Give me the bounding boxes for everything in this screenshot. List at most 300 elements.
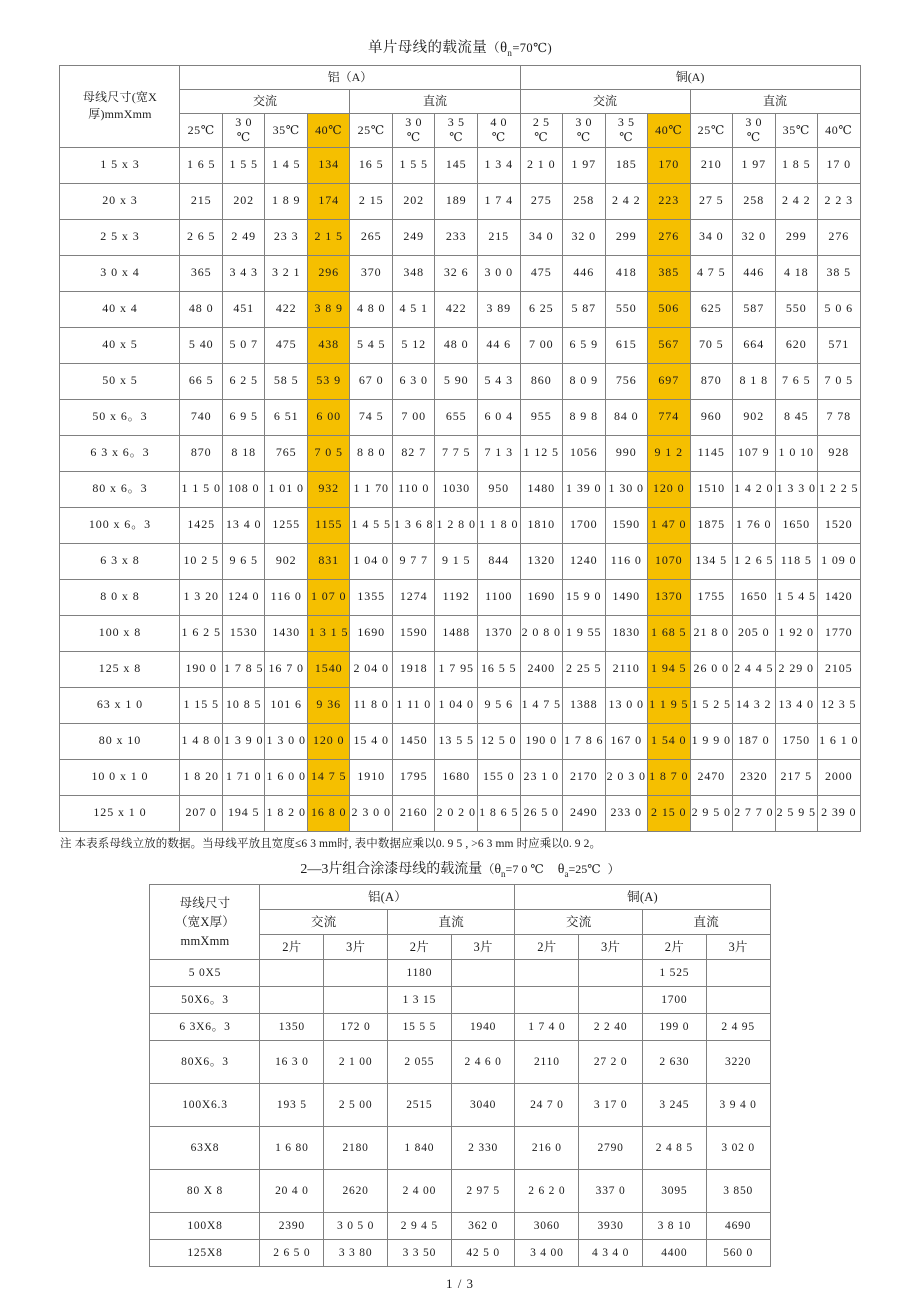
table1-value-cell: 167 0 — [605, 723, 648, 759]
table1-value-cell: 774 — [648, 399, 691, 435]
table2-value-cell — [451, 960, 515, 987]
table1-value-cell: 9 7 7 — [392, 543, 435, 579]
table1-value-cell: 1 76 0 — [733, 507, 776, 543]
table1-value-cell: 34 0 — [690, 219, 733, 255]
table1-value-cell: 9 6 5 — [222, 543, 265, 579]
table1-title-condition: =70℃) — [512, 41, 553, 55]
table1-value-cell: 3 4 3 — [222, 255, 265, 291]
table1-value-cell: 2105 — [818, 651, 861, 687]
table1-value-cell: 21 8 0 — [690, 615, 733, 651]
table1-value-cell: 506 — [648, 291, 691, 327]
table1-value-cell: 990 — [605, 435, 648, 471]
table2-value-cell: 3040 — [451, 1084, 515, 1127]
combined-busbar-ampacity-table — [149, 884, 770, 1267]
table1-value-cell: 233 — [435, 219, 478, 255]
table1-value-cell: 1 2 6 5 — [733, 543, 776, 579]
table1-value-cell: 9 1 5 — [435, 543, 478, 579]
table2-value-cell: 2620 — [324, 1170, 388, 1213]
table1-value-cell: 1 4 2 0 — [733, 471, 776, 507]
table2-size-cell: 125X8 — [150, 1240, 260, 1267]
table1-value-cell: 1 7 95 — [435, 651, 478, 687]
table1-value-cell: 2 15 — [350, 183, 393, 219]
table-row — [60, 327, 860, 363]
table1-value-cell: 1910 — [350, 759, 393, 795]
table1-size-cell: 80 x 10 — [60, 723, 180, 759]
table2-value-cell: 2 2 40 — [579, 1014, 643, 1041]
table1-value-cell: 116 0 — [265, 579, 308, 615]
table1-value-cell: 1 8 6 5 — [477, 795, 520, 831]
table1-value-cell: 348 — [392, 255, 435, 291]
table1-value-cell: 2 15 0 — [648, 795, 691, 831]
table1-size-cell: 125 x 1 0 — [60, 795, 180, 831]
table1-value-cell: 451 — [222, 291, 265, 327]
table1-value-cell: 8 8 0 — [350, 435, 393, 471]
table1-value-cell: 2170 — [563, 759, 606, 795]
table2-value-cell: 2790 — [579, 1127, 643, 1170]
table2-size-cell: 100X8 — [150, 1213, 260, 1240]
table1-value-cell: 7 00 — [520, 327, 563, 363]
table1-value-cell: 276 — [648, 219, 691, 255]
table1-value-cell: 7 00 — [392, 399, 435, 435]
table1-value-cell: 205 0 — [733, 615, 776, 651]
table1-value-cell: 249 — [392, 219, 435, 255]
table2-title-paren-open: （ — [482, 861, 495, 876]
table1-value-cell: 2 1 5 — [307, 219, 350, 255]
table1-value-cell: 5 0 6 — [818, 291, 861, 327]
table1-value-cell: 23 1 0 — [520, 759, 563, 795]
page-footer: 1 / 3 — [445, 1276, 475, 1292]
table2-current-header-3: 直流 — [642, 910, 770, 935]
table1-value-cell: 66 5 — [180, 363, 223, 399]
table2-size-cell: 5 0X5 — [150, 960, 260, 987]
table2-value-cell: 3 850 — [706, 1170, 770, 1213]
table1-value-cell: 1488 — [435, 615, 478, 651]
table1-value-cell: 1 8 7 0 — [648, 759, 691, 795]
table1-size-cell: 40 x 5 — [60, 327, 180, 363]
table1-value-cell: 2110 — [605, 651, 648, 687]
table2-value-cell: 2180 — [324, 1127, 388, 1170]
table2-value-cell: 362 0 — [451, 1213, 515, 1240]
table1-value-cell: 2 39 0 — [818, 795, 861, 831]
table2-size-cell: 63X8 — [150, 1127, 260, 1170]
table1-value-cell: 1 97 — [733, 147, 776, 183]
table-row — [60, 579, 860, 615]
table1-value-cell: 1 2 2 5 — [818, 471, 861, 507]
table2-value-cell: 2515 — [387, 1084, 451, 1127]
table2-value-cell: 3 4 00 — [515, 1240, 579, 1267]
table2-value-cell: 2 4 6 0 — [451, 1041, 515, 1084]
table1-value-cell: 1 9 9 0 — [690, 723, 733, 759]
table2-value-cell: 2 330 — [451, 1127, 515, 1170]
table1-value-cell: 1 3 4 — [477, 147, 520, 183]
table1-value-cell: 1 11 0 — [392, 687, 435, 723]
table2-title-text: 2—3片组合涂漆母线的载流量 — [300, 861, 483, 877]
table1-value-cell: 1530 — [222, 615, 265, 651]
table-row — [60, 723, 860, 759]
table1-value-cell: 1918 — [392, 651, 435, 687]
table1-value-cell: 11 8 0 — [350, 687, 393, 723]
table1-note: 注 本表系母线立放的数据。当母线平放且宽度≤6 3 mm时, 表中数据应乘以0. 9 5 , >6 3 mm 时应乘以0. 9 2。 — [60, 837, 602, 850]
table1-value-cell: 1 3 3 0 — [775, 471, 818, 507]
table1-size-cell: 63 x 1 0 — [60, 687, 180, 723]
table1-value-cell: 6 5 9 — [563, 327, 606, 363]
table2-value-cell: 2 97 5 — [451, 1170, 515, 1213]
table1-value-cell: 6 51 — [265, 399, 308, 435]
table2-value-cell — [451, 987, 515, 1014]
table1-value-cell: 1680 — [435, 759, 478, 795]
table1-size-cell: 50 x 6。3 — [60, 399, 180, 435]
table1-temp-header-13: 3 0 ℃ — [733, 113, 776, 147]
corner-line-1: 母线尺寸(宽X — [82, 89, 157, 104]
table1-value-cell: 2 6 5 — [180, 219, 223, 255]
table1-current-header-2: 交流 — [520, 89, 690, 113]
table1-value-cell: 1 8 2 0 — [265, 795, 308, 831]
table1-value-cell: 5 4 3 — [477, 363, 520, 399]
table1-value-cell: 16 5 5 — [477, 651, 520, 687]
table1-value-cell: 1 01 0 — [265, 471, 308, 507]
table1-value-cell: 134 5 — [690, 543, 733, 579]
table2-value-cell: 15 5 5 — [387, 1014, 451, 1041]
table1-value-cell: 9 5 6 — [477, 687, 520, 723]
table2-value-cell: 3 3 80 — [324, 1240, 388, 1267]
table1-value-cell: 1 07 0 — [307, 579, 350, 615]
table1-value-cell: 275 — [520, 183, 563, 219]
table2-piece-header-3: 3片 — [451, 935, 515, 960]
table2-value-cell: 2 4 95 — [706, 1014, 770, 1041]
table-row — [150, 1213, 770, 1240]
table1-value-cell: 14 7 5 — [307, 759, 350, 795]
table1-value-cell: 170 — [648, 147, 691, 183]
table1-value-cell: 185 — [605, 147, 648, 183]
table1-value-cell: 23 3 — [265, 219, 308, 255]
table1-value-cell: 34 0 — [520, 219, 563, 255]
table1-value-cell: 1056 — [563, 435, 606, 471]
table1-value-cell: 1 94 5 — [648, 651, 691, 687]
table1-value-cell: 1 4 5 — [265, 147, 308, 183]
table1-value-cell: 1 7 4 — [477, 183, 520, 219]
table1-value-cell: 1 5 2 5 — [690, 687, 733, 723]
table1-value-cell: 48 0 — [435, 327, 478, 363]
table1-value-cell: 134 — [307, 147, 350, 183]
table1-value-cell: 571 — [818, 327, 861, 363]
table2-value-cell — [260, 960, 324, 987]
table1-temp-header-2: 35℃ — [265, 113, 308, 147]
table1-value-cell: 202 — [222, 183, 265, 219]
table2-title-paren-close: ） — [607, 861, 620, 876]
table2-value-cell — [515, 960, 579, 987]
table1-value-cell: 7 0 5 — [818, 363, 861, 399]
table1-value-cell: 2 4 2 — [605, 183, 648, 219]
table1-value-cell: 12 5 0 — [477, 723, 520, 759]
table1-value-cell: 174 — [307, 183, 350, 219]
table1-value-cell: 32 0 — [563, 219, 606, 255]
corner-line-2: （宽X厚） — [174, 915, 235, 930]
table2-value-cell: 24 7 0 — [515, 1084, 579, 1127]
table1-value-cell: 15 9 0 — [563, 579, 606, 615]
table2-value-cell: 2 4 00 — [387, 1170, 451, 1213]
table1-value-cell: 8 0 9 — [563, 363, 606, 399]
table1-value-cell: 446 — [733, 255, 776, 291]
theta-a-subscript: a — [564, 868, 569, 879]
table1-value-cell: 8 9 8 — [563, 399, 606, 435]
table1-value-cell: 870 — [690, 363, 733, 399]
table2-value-cell — [706, 960, 770, 987]
table1-value-cell: 1795 — [392, 759, 435, 795]
table1-value-cell: 1430 — [265, 615, 308, 651]
table1-value-cell: 116 0 — [605, 543, 648, 579]
table1-value-cell: 1590 — [392, 615, 435, 651]
table1-value-cell: 8 18 — [222, 435, 265, 471]
table1-value-cell: 32 6 — [435, 255, 478, 291]
table2-theta-a-value: =25℃ — [568, 861, 601, 876]
table1-value-cell: 145 — [435, 147, 478, 183]
table1-value-cell: 902 — [265, 543, 308, 579]
table2-corner-header — [150, 885, 260, 960]
table1-value-cell: 2 0 8 0 — [520, 615, 563, 651]
table1-value-cell: 6 9 5 — [222, 399, 265, 435]
table1-current-header-1: 直流 — [350, 89, 520, 113]
table1-value-cell: 14 3 2 — [733, 687, 776, 723]
table1-value-cell: 6 2 5 — [222, 363, 265, 399]
table-row — [60, 651, 860, 687]
table1-title-text: 单片母线的载流量 — [367, 40, 488, 56]
table1-value-cell: 16 5 — [350, 147, 393, 183]
table1-value-cell: 1690 — [350, 615, 393, 651]
table1-value-cell: 215 — [180, 183, 223, 219]
table2-size-cell: 80X6。3 — [150, 1041, 260, 1084]
table1-value-cell: 44 6 — [477, 327, 520, 363]
table2-current-header-2: 交流 — [515, 910, 643, 935]
table2-piece-header-4: 2片 — [515, 935, 579, 960]
table1-value-cell: 1 5 5 — [392, 147, 435, 183]
table1-value-cell: 697 — [648, 363, 691, 399]
table1-value-cell: 860 — [520, 363, 563, 399]
table1-value-cell: 1070 — [648, 543, 691, 579]
table1-value-cell: 1490 — [605, 579, 648, 615]
corner-line-2: 厚)mmXmm — [88, 107, 152, 122]
theta-subscript: n — [507, 47, 513, 58]
table1-value-cell: 27 5 — [690, 183, 733, 219]
table1-value-cell: 2 2 3 — [818, 183, 861, 219]
table1-value-cell: 7 6 5 — [775, 363, 818, 399]
table1-value-cell: 258 — [733, 183, 776, 219]
table1-header-row-material — [60, 65, 860, 89]
table1-value-cell: 84 0 — [605, 399, 648, 435]
table1-value-cell: 1 6 1 0 — [818, 723, 861, 759]
table-row — [60, 291, 860, 327]
table1-value-cell: 2000 — [818, 759, 861, 795]
table-row — [60, 687, 860, 723]
table1-value-cell: 1 15 5 — [180, 687, 223, 723]
table2-value-cell: 3095 — [642, 1170, 706, 1213]
table2-header-row-material — [150, 885, 770, 910]
table1-value-cell: 765 — [265, 435, 308, 471]
table1-value-cell: 276 — [818, 219, 861, 255]
table1-value-cell: 2 29 0 — [775, 651, 818, 687]
table1-size-cell: 100 x 8 — [60, 615, 180, 651]
table1-value-cell: 1 3 6 8 — [392, 507, 435, 543]
table2-value-cell — [324, 987, 388, 1014]
table1-value-cell: 2320 — [733, 759, 776, 795]
table1-value-cell: 422 — [265, 291, 308, 327]
table1-value-cell: 1 6 5 — [180, 147, 223, 183]
table1-value-cell: 13 4 0 — [222, 507, 265, 543]
table2-value-cell: 2 1 00 — [324, 1041, 388, 1084]
table1-value-cell: 2 0 2 0 — [435, 795, 478, 831]
table1-value-cell: 3 89 — [477, 291, 520, 327]
table1-value-cell: 870 — [180, 435, 223, 471]
table1-value-cell: 2 4 4 5 — [733, 651, 776, 687]
table1-value-cell: 1750 — [775, 723, 818, 759]
table1-value-cell: 1 30 0 — [605, 471, 648, 507]
table1-value-cell: 1 47 0 — [648, 507, 691, 543]
table-row — [150, 1084, 770, 1127]
table1-value-cell: 844 — [477, 543, 520, 579]
table2-piece-header-2: 2片 — [387, 935, 451, 960]
table1-value-cell: 107 9 — [733, 435, 776, 471]
table1-value-cell: 1388 — [563, 687, 606, 723]
table1-value-cell: 955 — [520, 399, 563, 435]
table1-value-cell: 5 40 — [180, 327, 223, 363]
table2-title — [0, 851, 920, 885]
table2-value-cell: 20 4 0 — [260, 1170, 324, 1213]
table1-value-cell: 418 — [605, 255, 648, 291]
table1-value-cell: 1 39 0 — [563, 471, 606, 507]
table1-value-cell: 5 87 — [563, 291, 606, 327]
table1-value-cell: 32 0 — [733, 219, 776, 255]
table1-value-cell: 1 04 0 — [435, 687, 478, 723]
table1-material-header-1: 铜(A) — [520, 65, 860, 89]
table1-value-cell: 6 25 — [520, 291, 563, 327]
table1-value-cell: 26 0 0 — [690, 651, 733, 687]
table1-value-cell: 1 54 0 — [648, 723, 691, 759]
table1-value-cell: 1240 — [563, 543, 606, 579]
table2-piece-header-0: 2片 — [260, 935, 324, 960]
table1-value-cell: 1650 — [733, 579, 776, 615]
table-row — [60, 795, 860, 831]
table2-theta-n-value: =7 0 ℃ — [505, 861, 544, 876]
table1-temp-header-9: 3 0 ℃ — [563, 113, 606, 147]
table2-value-cell: 1180 — [387, 960, 451, 987]
table1-temp-header-5: 3 0 ℃ — [392, 113, 435, 147]
table1-value-cell: 124 0 — [222, 579, 265, 615]
table1-value-cell: 902 — [733, 399, 776, 435]
table1-value-cell: 202 — [392, 183, 435, 219]
table2-size-cell: 50X6。3 — [150, 987, 260, 1014]
corner-line-3: mmXmm — [180, 933, 230, 948]
table2-value-cell: 3220 — [706, 1041, 770, 1084]
table1-size-cell: 50 x 5 — [60, 363, 180, 399]
table1-value-cell: 2400 — [520, 651, 563, 687]
table1-value-cell: 1 4 7 5 — [520, 687, 563, 723]
table2-current-header-0: 交流 — [260, 910, 388, 935]
table1-value-cell: 299 — [605, 219, 648, 255]
table1-value-cell: 625 — [690, 291, 733, 327]
table1-value-cell: 1 5 4 5 — [775, 579, 818, 615]
table1-value-cell: 1700 — [563, 507, 606, 543]
table1-temp-header-15: 40℃ — [818, 113, 861, 147]
table1-value-cell: 2 5 9 5 — [775, 795, 818, 831]
table1-temp-header-7: 4 0 ℃ — [477, 113, 520, 147]
table1-value-cell: 1 3 9 0 — [222, 723, 265, 759]
table2-piece-header-7: 3片 — [706, 935, 770, 960]
table1-value-cell: 16 8 0 — [307, 795, 350, 831]
table1-header-row-temperature — [60, 113, 860, 147]
table1-value-cell: 1 8 20 — [180, 759, 223, 795]
table-row — [60, 543, 860, 579]
table1-value-cell: 1 2 8 0 — [435, 507, 478, 543]
table2-value-cell: 199 0 — [642, 1014, 706, 1041]
table1-value-cell: 8 1 8 — [733, 363, 776, 399]
table1-value-cell: 120 0 — [307, 723, 350, 759]
table1-value-cell: 567 — [648, 327, 691, 363]
table1-value-cell: 1 3 0 0 — [265, 723, 308, 759]
table1-value-cell: 187 0 — [733, 723, 776, 759]
table1-value-cell: 58 5 — [265, 363, 308, 399]
table1-value-cell: 217 5 — [775, 759, 818, 795]
table1-value-cell: 960 — [690, 399, 733, 435]
table1-value-cell: 120 0 — [648, 471, 691, 507]
table2-value-cell — [579, 987, 643, 1014]
table1-value-cell: 7 0 5 — [307, 435, 350, 471]
table1-value-cell: 15 4 0 — [350, 723, 393, 759]
table1-value-cell: 831 — [307, 543, 350, 579]
table1-value-cell: 1770 — [818, 615, 861, 651]
table2-value-cell: 2 6 2 0 — [515, 1170, 579, 1213]
table1-value-cell: 7 78 — [818, 399, 861, 435]
table1-value-cell: 1590 — [605, 507, 648, 543]
table1-value-cell: 1830 — [605, 615, 648, 651]
table1-value-cell: 1 92 0 — [775, 615, 818, 651]
table2-value-cell: 1 525 — [642, 960, 706, 987]
table1-value-cell: 1 97 — [563, 147, 606, 183]
table1-value-cell: 2 9 5 0 — [690, 795, 733, 831]
table1-value-cell: 38 5 — [818, 255, 861, 291]
table1-value-cell: 10 8 5 — [222, 687, 265, 723]
table1-value-cell: 8 45 — [775, 399, 818, 435]
table2-value-cell: 3 245 — [642, 1084, 706, 1127]
table1-temp-header-1: 3 0 ℃ — [222, 113, 265, 147]
table1-value-cell: 550 — [775, 291, 818, 327]
table2-value-cell — [579, 960, 643, 987]
table1-temp-header-10: 3 5 ℃ — [605, 113, 648, 147]
table1-value-cell: 475 — [265, 327, 308, 363]
table2-value-cell: 3 0 5 0 — [324, 1213, 388, 1240]
table1-size-cell: 1 5 x 3 — [60, 147, 180, 183]
table1-value-cell: 664 — [733, 327, 776, 363]
table1-size-cell: 100 x 6。3 — [60, 507, 180, 543]
table1-value-cell: 1192 — [435, 579, 478, 615]
table2-value-cell: 3 17 0 — [579, 1084, 643, 1127]
table1-value-cell: 1370 — [648, 579, 691, 615]
table2-value-cell — [324, 960, 388, 987]
table1-value-cell: 1690 — [520, 579, 563, 615]
table-row — [60, 399, 860, 435]
table1-value-cell: 207 0 — [180, 795, 223, 831]
table1-value-cell: 1650 — [775, 507, 818, 543]
table1-value-cell: 194 5 — [222, 795, 265, 831]
table2-value-cell: 4400 — [642, 1240, 706, 1267]
table1-value-cell: 2 04 0 — [350, 651, 393, 687]
table1-value-cell: 1520 — [818, 507, 861, 543]
table1-value-cell: 1274 — [392, 579, 435, 615]
table1-value-cell: 101 6 — [265, 687, 308, 723]
table-row — [60, 615, 860, 651]
table1-value-cell: 1 6 0 0 — [265, 759, 308, 795]
table2-value-cell: 560 0 — [706, 1240, 770, 1267]
table1-size-cell: 2 5 x 3 — [60, 219, 180, 255]
table1-value-cell: 422 — [435, 291, 478, 327]
